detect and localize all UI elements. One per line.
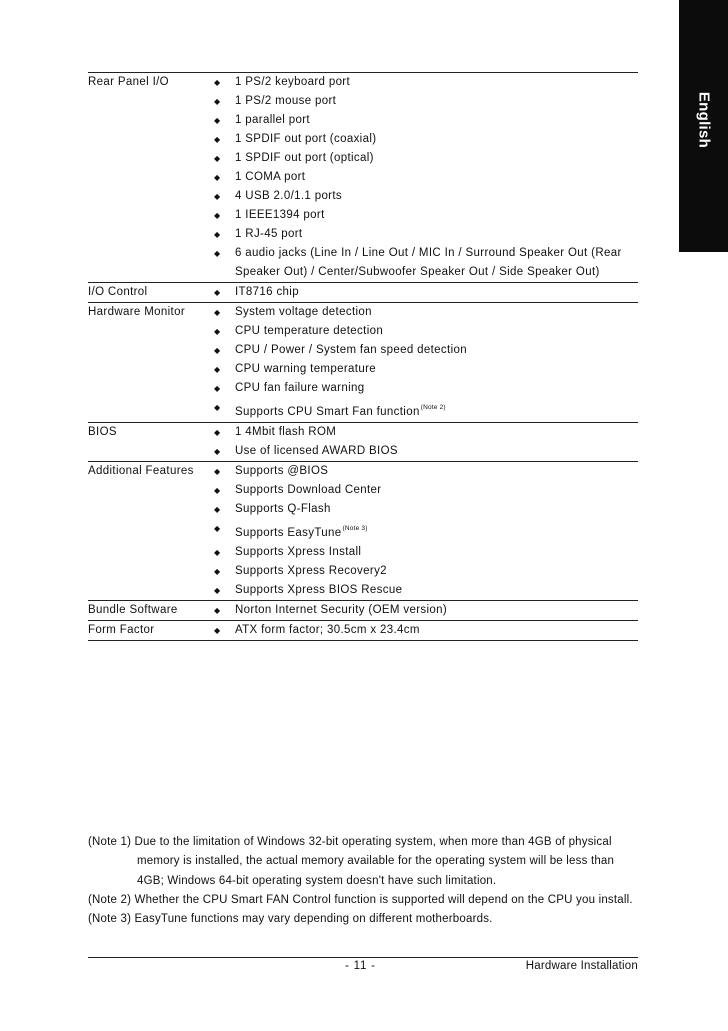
spec-label: Rear Panel I/O <box>88 76 169 88</box>
diamond-bullet-icon: ◆ <box>214 116 221 125</box>
spec-item-list <box>210 283 638 302</box>
spec-item <box>210 244 638 282</box>
spec-item <box>210 621 638 640</box>
spec-item-text-wrap <box>235 379 638 398</box>
diamond-bullet-icon: ◆ <box>214 249 221 258</box>
spec-item <box>210 322 638 341</box>
spec-item <box>210 601 638 620</box>
spec-item-text: 1 4Mbit flash ROM <box>235 426 337 438</box>
spec-item-list <box>210 601 638 620</box>
spec-item <box>210 225 638 244</box>
spec-item-text: 1 parallel port <box>235 114 310 126</box>
spec-item-text: ATX form factor; 30.5cm x 23.4cm <box>235 624 420 636</box>
spec-item-text: 1 PS/2 keyboard port <box>235 76 351 88</box>
spec-item <box>210 398 638 422</box>
spec-item-text: System voltage detection <box>235 306 372 318</box>
language-tab <box>679 0 728 252</box>
spec-item-text: Use of licensed AWARD BIOS <box>235 445 398 457</box>
spec-item-text-wrap <box>235 322 638 341</box>
spec-item-text: IT8716 chip <box>235 286 299 298</box>
spec-item-text: 1 RJ-45 port <box>235 228 303 240</box>
spec-item-text: Supports Q-Flash <box>235 503 331 515</box>
spec-row <box>88 462 638 601</box>
note-reference: (Note 3) <box>342 525 368 532</box>
spec-item-text-wrap <box>235 562 638 581</box>
spec-item-text-wrap <box>235 168 638 187</box>
diamond-bullet-icon: ◆ <box>214 384 221 393</box>
spec-item-list <box>210 621 638 640</box>
spec-item-text: Supports Download Center <box>235 484 382 496</box>
spec-item <box>210 130 638 149</box>
diamond-bullet-icon: ◆ <box>214 78 221 87</box>
footnotes <box>88 833 640 929</box>
note-2: (Note 2) Whether the CPU Smart FAN Control function is supported will depend on the CPU you install. <box>88 893 633 906</box>
diamond-bullet-icon: ◆ <box>214 135 221 144</box>
spec-item-text-wrap <box>235 481 638 500</box>
diamond-bullet-icon: ◆ <box>214 154 221 163</box>
spec-item <box>210 283 638 302</box>
diamond-bullet-icon: ◆ <box>214 505 221 514</box>
spec-item <box>210 341 638 360</box>
spec-item <box>210 500 638 519</box>
spec-item <box>210 111 638 130</box>
spec-item-text-wrap <box>235 462 638 481</box>
diamond-bullet-icon: ◆ <box>214 192 221 201</box>
spec-item <box>210 149 638 168</box>
diamond-bullet-icon: ◆ <box>214 467 221 476</box>
spec-item <box>210 187 638 206</box>
spec-label: BIOS <box>88 426 117 438</box>
spec-item <box>210 92 638 111</box>
spec-item-text-wrap <box>235 187 638 206</box>
diamond-bullet-icon: ◆ <box>214 211 221 220</box>
spec-item <box>210 562 638 581</box>
page-number: - 11 - <box>345 960 376 972</box>
spec-item <box>210 543 638 562</box>
diamond-bullet-icon: ◆ <box>214 346 221 355</box>
spec-item-text-wrap <box>235 500 638 519</box>
spec-item-text-wrap <box>235 149 638 168</box>
diamond-bullet-icon: ◆ <box>214 288 221 297</box>
spec-item-text: 1 COMA port <box>235 171 306 183</box>
footer-divider <box>88 957 638 958</box>
diamond-bullet-icon: ◆ <box>214 97 221 106</box>
spec-item <box>210 481 638 500</box>
spec-label: Form Factor <box>88 624 155 636</box>
spec-item-text: 1 SPDIF out port (optical) <box>235 152 374 164</box>
language-tab-label: English <box>695 91 712 149</box>
spec-item-text: CPU warning temperature <box>235 363 376 375</box>
spec-item-list <box>210 423 638 461</box>
spec-label: Bundle Software <box>88 604 178 616</box>
spec-label: Additional Features <box>88 465 194 477</box>
spec-item-text-wrap <box>235 341 638 360</box>
diamond-bullet-icon: ◆ <box>214 173 221 182</box>
diamond-bullet-icon: ◆ <box>214 308 221 317</box>
spec-item-text-wrap <box>235 244 638 282</box>
spec-item <box>210 206 638 225</box>
note-1-line-1: (Note 1) Due to the limitation of Windows 32-bit operating system, when more than 4GB of physical <box>88 836 612 848</box>
note-3: (Note 3) EasyTune functions may vary depending on different motherboards. <box>88 913 493 926</box>
spec-item-text-wrap <box>235 303 638 322</box>
spec-item-text: Supports Xpress Install <box>235 546 362 558</box>
spec-item-text: Supports Xpress BIOS Rescue <box>235 584 403 596</box>
spec-row <box>88 73 638 283</box>
diamond-bullet-icon: ◆ <box>214 548 221 557</box>
spec-row <box>88 423 638 462</box>
spec-item-text-wrap <box>235 73 638 92</box>
diamond-bullet-icon: ◆ <box>214 447 221 456</box>
spec-item <box>210 168 638 187</box>
spec-item-text-wrap <box>235 283 638 302</box>
spec-item-text: 4 USB 2.0/1.1 ports <box>235 190 343 202</box>
spec-item-text: Supports CPU Smart Fan function <box>235 406 420 418</box>
spec-item-text: Supports @BIOS <box>235 465 329 477</box>
spec-item-text: Supports Xpress Recovery2 <box>235 565 387 577</box>
specification-table <box>88 72 638 641</box>
spec-item-list <box>210 73 638 282</box>
spec-item-text-wrap <box>235 111 638 130</box>
spec-row <box>88 621 638 641</box>
spec-item-text-wrap <box>235 543 638 562</box>
spec-item <box>210 519 638 543</box>
diamond-bullet-icon: ◆ <box>214 428 221 437</box>
spec-item-text: 6 audio jacks (Line In / Line Out / MIC In / Surround Speaker Out (Rear Speaker Out) / Center/Subwoofer Speaker Out / Side Speaker Out) <box>235 247 622 278</box>
footer-section-title: Hardware Installation <box>525 960 638 972</box>
spec-item-text: Supports EasyTune <box>235 527 342 539</box>
spec-row <box>88 601 638 621</box>
spec-item-text-wrap <box>235 601 638 620</box>
diamond-bullet-icon: ◆ <box>214 606 221 615</box>
diamond-bullet-icon: ◆ <box>214 524 221 533</box>
spec-item <box>210 303 638 322</box>
spec-item-text-wrap <box>235 92 638 111</box>
spec-item-text-wrap <box>235 423 638 442</box>
diamond-bullet-icon: ◆ <box>214 365 221 374</box>
diamond-bullet-icon: ◆ <box>214 567 221 576</box>
spec-item-text: CPU / Power / System fan speed detection <box>235 344 467 356</box>
spec-item-text: 1 IEEE1394 port <box>235 209 325 221</box>
spec-item-text: CPU temperature detection <box>235 325 384 337</box>
spec-label: I/O Control <box>88 286 148 298</box>
spec-item-text: Norton Internet Security (OEM version) <box>235 604 448 616</box>
spec-item <box>210 423 638 442</box>
spec-row <box>88 303 638 423</box>
spec-item-text: 1 SPDIF out port (coaxial) <box>235 133 377 145</box>
spec-item-text-wrap <box>235 442 638 461</box>
spec-item-text-wrap <box>235 225 638 244</box>
diamond-bullet-icon: ◆ <box>214 327 221 336</box>
spec-item-text-wrap <box>235 519 638 543</box>
spec-item <box>210 379 638 398</box>
diamond-bullet-icon: ◆ <box>214 486 221 495</box>
diamond-bullet-icon: ◆ <box>214 403 221 412</box>
spec-item-text-wrap <box>235 581 638 600</box>
spec-item <box>210 581 638 600</box>
spec-label: Hardware Monitor <box>88 306 185 318</box>
diamond-bullet-icon: ◆ <box>214 586 221 595</box>
note-reference: (Note 2) <box>420 404 446 411</box>
diamond-bullet-icon: ◆ <box>214 230 221 239</box>
spec-item-text-wrap <box>235 130 638 149</box>
diamond-bullet-icon: ◆ <box>214 626 221 635</box>
spec-item <box>210 360 638 379</box>
spec-item-list <box>210 303 638 422</box>
spec-item <box>210 462 638 481</box>
spec-item <box>210 73 638 92</box>
spec-item-text-wrap <box>235 206 638 225</box>
note-1-line-3: 4GB; Windows 64-bit operating system doesn't have such limitation. <box>137 874 497 887</box>
spec-item-text-wrap <box>235 360 638 379</box>
spec-item-text-wrap <box>235 398 638 422</box>
spec-item-list <box>210 462 638 600</box>
note-1-line-2: memory is installed, the actual memory available for the operating system will be less than <box>137 855 615 868</box>
spec-item <box>210 442 638 461</box>
spec-item-text: CPU fan failure warning <box>235 382 365 394</box>
spec-row <box>88 283 638 303</box>
spec-item-text-wrap <box>235 621 638 640</box>
spec-item-text: 1 PS/2 mouse port <box>235 95 337 107</box>
